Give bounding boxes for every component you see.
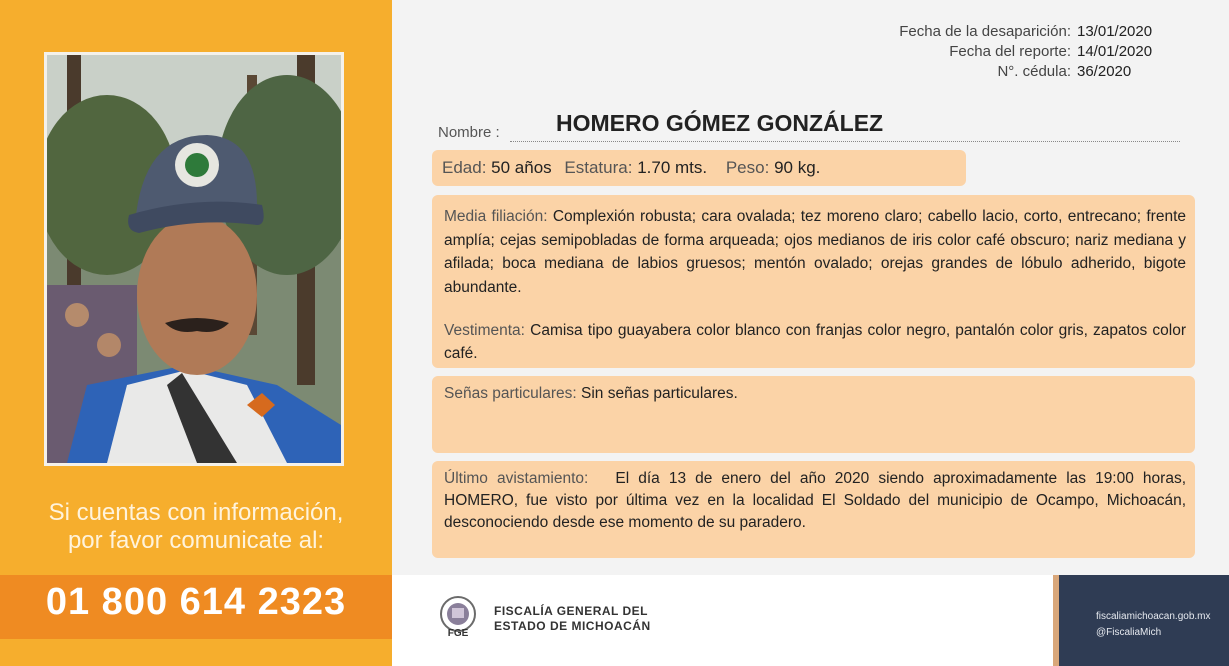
- website-link[interactable]: fiscaliamichoacan.gob.mx: [1096, 611, 1211, 622]
- org-line-2: ESTADO DE MICHOACÁN: [494, 619, 651, 633]
- vestimenta-value: Camisa tipo guayabera color blanco con franjas color negro, pantalón color gris, zapatos color café.: [444, 322, 1186, 362]
- senas-label: Señas particulares:: [444, 385, 577, 402]
- date-disappearance-value: 13/01/2020: [1077, 23, 1153, 40]
- media-filiacion: [444, 205, 1186, 299]
- senas: [444, 385, 738, 403]
- phone-number[interactable]: 01 800 614 2323: [45, 581, 347, 623]
- photo-illustration: [47, 55, 341, 463]
- info-line-2: por favor comunicate al:: [67, 527, 325, 554]
- cedula-label: N°. cédula:: [997, 63, 1071, 80]
- name-label: Nombre :: [438, 124, 500, 141]
- date-disappearance-label: Fecha de la desaparición:: [899, 23, 1071, 40]
- media-filiacion-value: Complexión robusta; cara ovalada; tez moreno claro; cabello lacio, corto, entrecano; frente amplía; cejas semipobladas de forma arqueada; ojos medianos de iris color café obscuro; nariz mediana y afilada; boca mediana de labios gruesos; mentón ovalado; orejas grandes de lóbulo adherido, bigote abundante.: [444, 208, 1186, 296]
- cedula-value: 36/2020: [1077, 63, 1132, 80]
- date-report-row: [899, 42, 1153, 62]
- org-name: [494, 604, 651, 634]
- sighting-label: Último avistamiento:: [444, 470, 589, 487]
- sighting: [444, 468, 1186, 534]
- person-photo: [44, 52, 344, 466]
- info-line-1: Si cuentas con información,: [48, 499, 344, 526]
- fge-logo-text: FGE: [447, 628, 469, 639]
- cedula-row: [899, 62, 1149, 82]
- vestimenta-label: Vestimenta:: [444, 322, 525, 339]
- senas-value: Sin señas particulares.: [581, 385, 738, 402]
- name-underline: [510, 141, 1180, 142]
- weight-label: Peso:: [725, 158, 770, 177]
- height-value: 1.70 mts.: [637, 158, 708, 177]
- org-line-1: FISCALÍA GENERAL DEL: [494, 604, 649, 618]
- social-handle[interactable]: @FiscaliaMich: [1096, 627, 1162, 638]
- weight-value: 90 kg.: [774, 158, 821, 177]
- height-label: Estatura:: [564, 158, 633, 177]
- vestimenta: [444, 319, 1186, 365]
- footer-contact: [1096, 609, 1211, 641]
- report-meta: [899, 22, 1153, 82]
- age-label: Edad:: [442, 158, 487, 177]
- date-disappearance-row: [899, 22, 1153, 42]
- sighting-value: El día 13 de enero del año 2020 siendo aproximadamente las 19:00 horas, HOMERO, fue visto por última vez en la localidad El Soldado del municipio de Ocampo, Michoacán, desconociendo desde ese momento de su paradero.: [444, 470, 1186, 531]
- fge-logo: [434, 594, 482, 642]
- age-row: [442, 158, 820, 178]
- date-report-value: 14/01/2020: [1077, 43, 1153, 60]
- age-value: 50 años: [491, 158, 552, 177]
- date-report-label: Fecha del reporte:: [949, 43, 1071, 60]
- person-name: HOMERO GÓMEZ GONZÁLEZ: [556, 110, 884, 136]
- media-filiacion-label: Media filiación:: [444, 208, 548, 225]
